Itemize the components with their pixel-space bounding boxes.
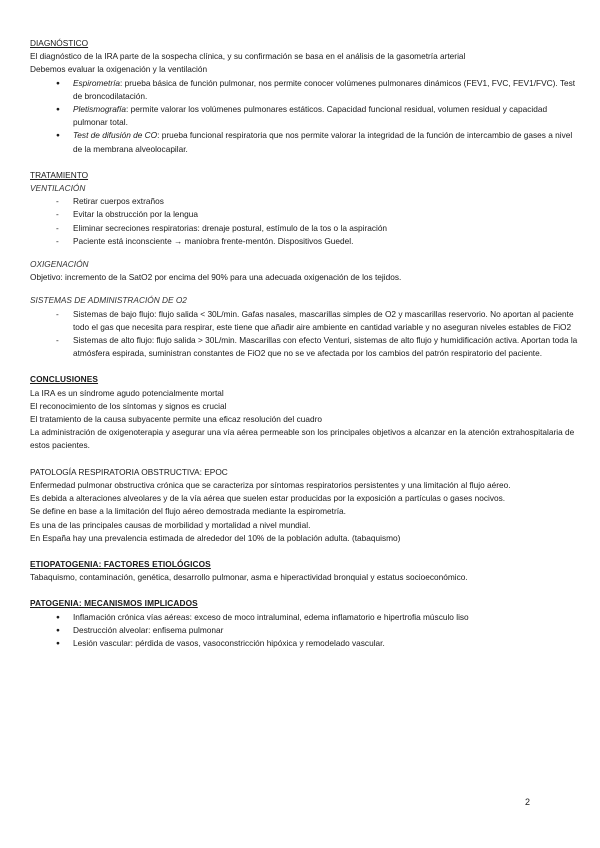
heading-epoc: PATOLOGÍA RESPIRATORIA OBSTRUCTIVA: EPOC <box>30 466 228 477</box>
subheading-sistemas-o2: SISTEMAS DE ADMINISTRACIÓN DE O2 <box>30 295 187 306</box>
conclusion-line: La IRA es un síndrome agudo potencialmente mortal <box>30 387 224 398</box>
epoc-line: Enfermedad pulmonar obstructiva crónica que se caracteriza por síntomas respiratorios persistentes y una limitación al flujo aéreo. <box>30 479 511 490</box>
epoc-line: En España hay una prevalencia estimada de alrededor del 10% de la población adulta. (tabaquismo) <box>30 532 401 543</box>
oxigenacion-text: Objetivo: incremento de la SatO2 por encima del 90% para una adecuada oxigenación de los tejidos. <box>30 272 402 283</box>
etiopatogenia-text: Tabaquismo, contaminación, genética, desarrollo pulmonar, asma e hiperactividad bronquial y estatus socioeconómico. <box>30 572 468 583</box>
diag-item-pletismografia: ● Pletismografía: permite valorar los volúmenes pulmonares estáticos. Capacidad funcional residual, volumen residual y capacidad pulmonar total. <box>30 103 578 129</box>
diag-paragraph-2: Debemos evaluar la oxigenación y la ventilación <box>30 64 208 75</box>
section-etiopatogenia <box>30 558 578 584</box>
patogenia-item: ● Inflamación crónica vías aéreas: exceso de moco intraluminal, edema inflamatorio e hipertrofia músculo liso <box>30 611 578 624</box>
diag-paragraph-1: El diagnóstico de la IRA parte de la sospecha clínica, y su confirmación se basa en el análisis de la gasometría arterial <box>30 51 466 62</box>
heading-conclusiones: CONCLUSIONES <box>30 374 99 385</box>
ventilacion-item: - Retirar cuerpos extraños <box>30 195 578 208</box>
section-conclusiones <box>30 373 578 452</box>
diag-item-espirometria: ● Espirometría: prueba básica de función pulmonar, nos permite conocer volúmenes pulmonares dinámicos (FEV1, FVC, FEV1/FVC). Test de broncodilatación. <box>30 77 578 103</box>
document-page <box>30 37 578 650</box>
subheading-ventilacion: VENTILACIÓN <box>30 183 86 194</box>
heading-tratamiento: TRATAMIENTO <box>30 169 89 180</box>
diag-list <box>30 77 578 156</box>
ventilacion-item: - Eliminar secreciones respiratorias: drenaje postural, estímulo de la tos o la aspiración <box>30 222 578 235</box>
patogenia-item: ● Destrucción alveolar: enfisema pulmonar <box>30 624 578 637</box>
patogenia-list <box>30 611 578 651</box>
epoc-line: Es una de las principales causas de morbilidad y mortalidad a nivel mundial. <box>30 519 311 530</box>
ventilacion-item: - Evitar la obstrucción por la lengua <box>30 208 578 221</box>
subheading-oxigenacion: OXIGENACIÓN <box>30 259 89 270</box>
diag-item-difusion: ● Test de difusión de CO: prueba funcional respiratoria que nos permite valorar la integridad de la función de intercambio de gases a nivel de la membrana alveolocapilar. <box>30 129 578 155</box>
conclusion-line: La administración de oxigenoterapia y asegurar una vía aérea permeable son los principales objetivos a alcanzar en la atención extrahospitalaria de estos pacientes. <box>30 427 575 451</box>
conclusion-line: El reconocimiento de los síntomas y signos es crucial <box>30 400 227 411</box>
heading-diagnostico: DIAGNÓSTICO <box>30 38 89 48</box>
section-tratamiento <box>30 169 578 361</box>
heading-etiopatogenia: ETIOPATOGENIA: FACTORES ETIOLÓGICOS <box>30 558 211 569</box>
ventilacion-list <box>30 195 578 248</box>
heading-patogenia: PATOGENIA: MECANISMOS IMPLICADOS <box>30 598 198 609</box>
sistemas-item-alto-flujo: - Sistemas de alto flujo: flujo salida > 30L/min. Mascarillas con efecto Venturi, sistemas de alto flujo y humidificación activa. Aportan toda la atmósfera espirada, suministran constantes de FiO2 que no se ve afectada por los cambios del patrón respiratorio del paciente. <box>30 334 578 360</box>
section-diagnostico <box>30 37 578 156</box>
sistemas-list <box>30 308 578 361</box>
page-number: 2 <box>524 797 530 807</box>
section-epoc <box>30 466 578 545</box>
epoc-line: Se define en base a la limitación del flujo aéreo demostrada mediante la espirometría. <box>30 506 346 517</box>
patogenia-item: ● Lesión vascular: pérdida de vasos, vasoconstricción hipóxica y remodelado vascular. <box>30 637 578 650</box>
sistemas-item-bajo-flujo: - Sistemas de bajo flujo: flujo salida < 30L/min. Gafas nasales, mascarillas simples de O2 y mascarillas reservorio. No aportan al paciente todo el gas que necesita para respirar, este tiene que añadir aire ambiente en cantidad variable y no aseguran niveles estables de FiO2 <box>30 308 578 334</box>
conclusion-line: El tratamiento de la causa subyacente permite una eficaz resolución del cuadro <box>30 414 322 425</box>
ventilacion-item: - Paciente está inconsciente → maniobra frente-mentón. Dispositivos Guedel. <box>30 235 578 248</box>
epoc-line: Es debida a alteraciones alveolares y de la vía aérea que suelen estar producidas por la exposición a partículas o gases nocivos. <box>30 493 506 504</box>
section-patogenia <box>30 597 578 650</box>
